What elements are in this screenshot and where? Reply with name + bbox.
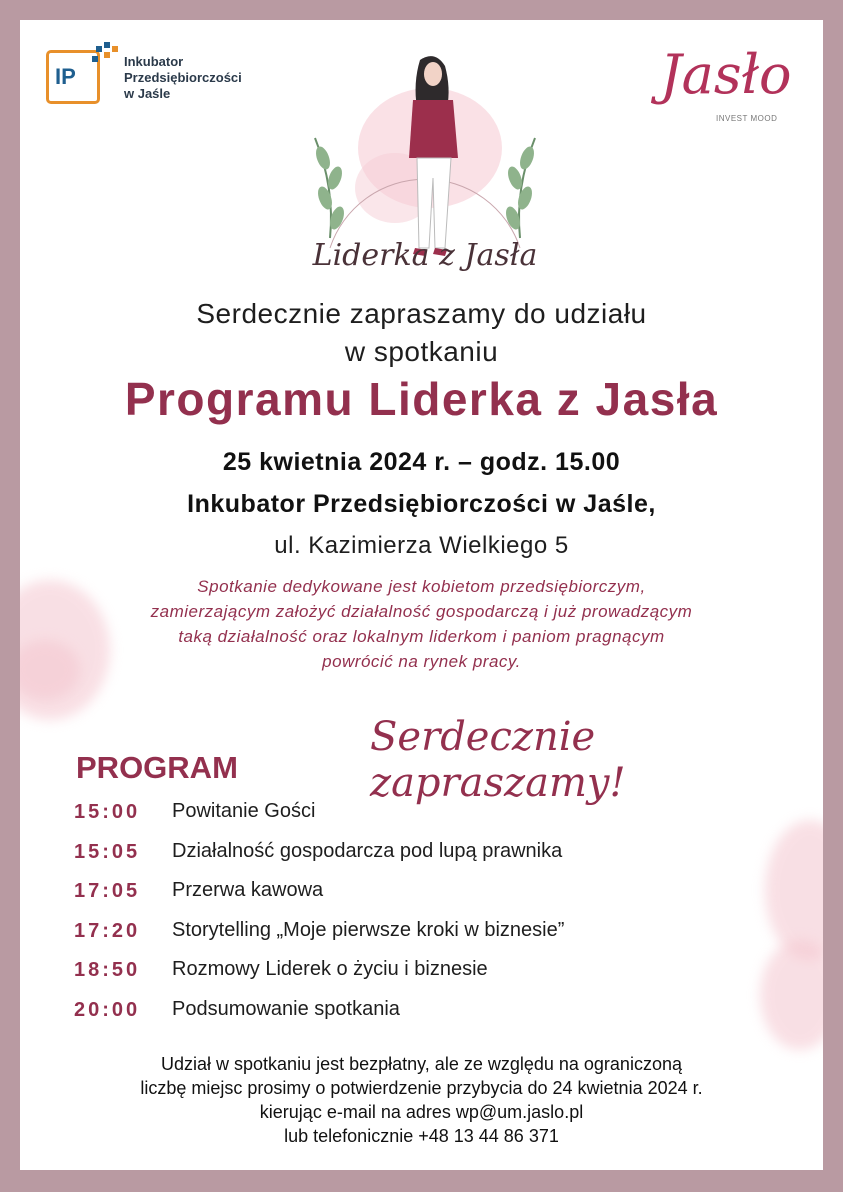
agenda-title: Powitanie Gości <box>172 800 316 822</box>
description-line: Spotkanie dedykowane jest kobietom przedsiębiorczym, <box>197 577 646 596</box>
agenda-title: Przerwa kawowa <box>172 879 324 901</box>
agenda-item <box>74 874 774 914</box>
description-line: taką działalność oraz lokalnym liderkom i paniom pragnącym <box>178 627 665 646</box>
program-heading: PROGRAM <box>76 750 238 785</box>
agenda-title: Rozmowy Liderek o życiu i biznesie <box>172 958 488 980</box>
logo-square-icon <box>112 46 118 52</box>
agenda-item <box>74 953 774 993</box>
description-line: zamierzającym założyć działalność gospodarczą i już prowadzącym <box>150 602 693 621</box>
footer-line: lub telefonicznie +48 13 44 86 371 <box>284 1126 559 1146</box>
poster <box>20 20 823 1170</box>
agenda-title: Działalność gospodarcza pod lupą prawnika <box>172 839 563 862</box>
footer-line: Udział w spotkaniu jest bezpłatny, ale ze względu na ograniczoną <box>161 1054 682 1074</box>
agenda-item <box>74 835 774 875</box>
hero-illustration <box>275 38 575 303</box>
logo-text-line: Przedsiębiorczości <box>124 70 242 85</box>
logo-square-icon <box>104 52 110 58</box>
logo-square-icon <box>96 46 102 52</box>
description-line: powrócić na rynek pracy. <box>322 652 521 671</box>
script-invitation: Serdecznie zapraszamy! <box>370 714 626 806</box>
event-address: ul. Kazimierza Wielkiego 5 <box>274 532 569 559</box>
agenda-time: 15:00 <box>74 801 141 823</box>
agenda-time: 15:05 <box>74 840 141 863</box>
agenda-item <box>74 795 774 835</box>
event-description <box>80 574 763 674</box>
agenda-time: 17:20 <box>74 919 141 942</box>
agenda-time: 20:00 <box>74 998 141 1021</box>
logo-text-line: w Jaśle <box>124 86 171 101</box>
hero-script-title: Liderka z Jasła <box>312 238 538 273</box>
agenda-item <box>74 914 774 954</box>
agenda-list <box>74 795 774 1032</box>
agenda-title: Storytelling „Moje pierwsze kroki w biznesie” <box>172 918 565 941</box>
ip-logo-box: IP <box>46 50 100 104</box>
agenda-time: 18:50 <box>74 959 141 981</box>
invite-line-2: w spotkaniu <box>344 336 499 367</box>
footer-note <box>60 1052 783 1148</box>
inkubator-logo-text <box>124 54 242 102</box>
event-date-time: 25 kwietnia 2024 r. – godz. 15.00 <box>222 448 621 476</box>
logo-square-icon <box>92 56 98 62</box>
invite-line-1: Serdecznie zapraszamy do udziału <box>196 298 647 329</box>
agenda-title: Podsumowanie spotkania <box>172 997 400 1020</box>
jaslo-logo <box>660 40 800 130</box>
logo-text-line: Inkubator <box>124 54 184 69</box>
inkubator-logo <box>46 42 266 112</box>
logo-square-icon <box>104 42 110 48</box>
agenda-time: 17:05 <box>74 880 141 902</box>
jaslo-tagline: INVEST MOOD <box>716 114 778 123</box>
jaslo-logo-word: Jasło <box>660 43 792 106</box>
event-venue: Inkubator Przedsiębiorczości w Jaśle, <box>187 490 656 518</box>
agenda-item <box>74 993 774 1033</box>
footer-line: kierując e-mail na adres wp@um.jaslo.pl <box>259 1102 584 1122</box>
footer-line: liczbę miejsc prosimy o potwierdzenie przybycia do 24 kwietnia 2024 r. <box>140 1078 703 1098</box>
program-title: Programu Liderka z Jasła <box>124 373 719 425</box>
